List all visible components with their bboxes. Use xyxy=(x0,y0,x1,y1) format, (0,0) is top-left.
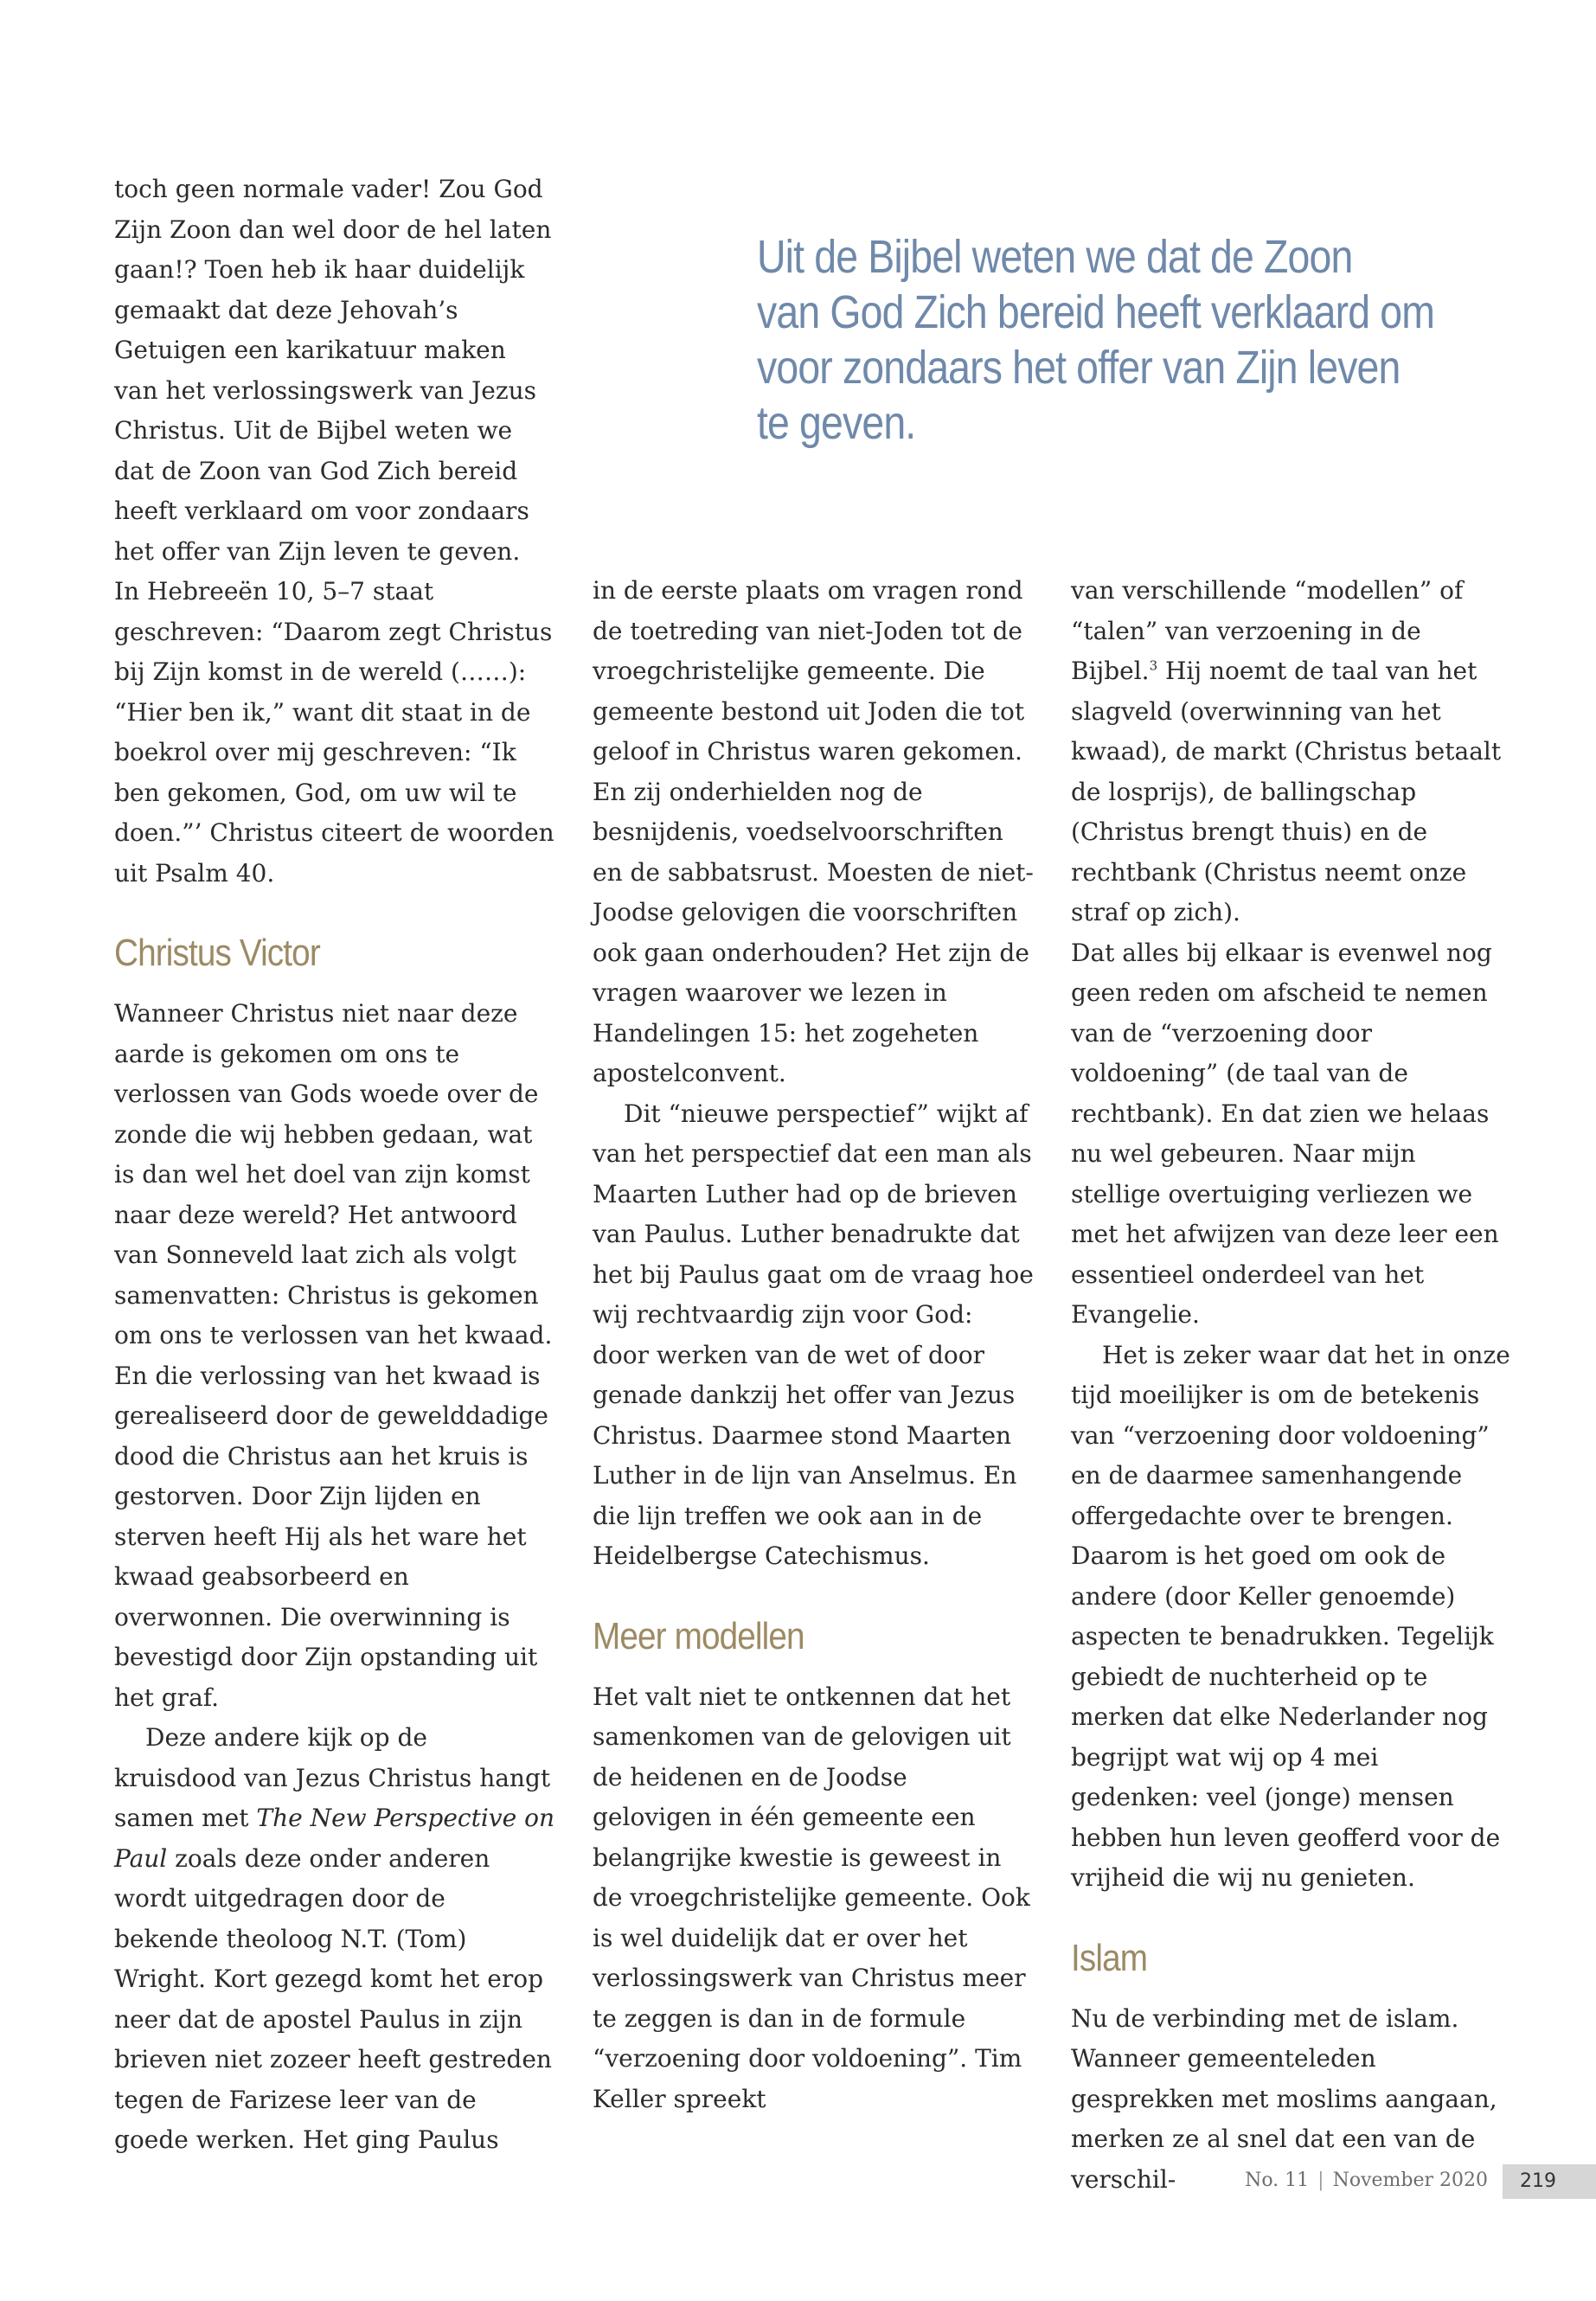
paragraph: Wanneer Christus niet naar deze aarde is gekomen om ons te verlossen van Gods woede over de zonde die wij hebben gedaan, wat is dan wel het doel van zijn komst naar deze wereld? Het antwoord van Sonneveld laat zich als volgt samenvatten: Christus is gekomen om ons te verlossen van het kwaad. En die verlossing van het kwaad is gerealiseerd door de gewelddadige dood die Christus aan het kruis is gestorven. Door Zijn lijden en sterven heeft Hij als het ware het kwaad geabsorbeerd en overwonnen. Die overwinning is bevestigd door Zijn opstanding uit het graf. xyxy=(114,999,553,1712)
paragraph: Dit “nieuwe perspectief” wijkt af van het perspectief dat een man als Maarten Luther had op de brieven van Paulus. Luther benadrukte dat het bij Paulus gaat om de vraag hoe wij rechtvaardig zijn voor God: door werken van de wet of door genade dankzij het offer van Jezus Christus. Daarmee stond Maarten Luther in de lijn van Anselmus. En die lijn treffen we ook aan in de Heidelbergse Catechismus. xyxy=(593,1099,1034,1570)
paragraph: Het valt niet te ontkennen dat het samenkomen van de gelovigen uit de heidenen en de Joodse gelovigen in één gemeente een belangrijke kwestie is geweest in de vroegchristelijke gemeente. Ook is wel duidelijk dat er over het verlossingswerk van Christus meer te zeggen is dan in de formule “verzoening door voldoening”. Tim Keller spreekt xyxy=(593,1682,1030,2113)
page-footer xyxy=(1246,2164,1596,2199)
paragraph: Dat alles bij elkaar is evenwel nog geen reden om afscheid te nemen van de “verzoening door voldoening” (de taal van de rechtbank). En dat zien we helaas nu wel gebeuren. Naar mijn stellige overtuiging verliezen we met het afwijzen van deze leer een essentieel onderdeel van het Evangelie. xyxy=(1071,938,1499,1329)
paragraph: van verschillende “modellen” of “talen” van verzoening in de Bijbel.$^3$ Hij noemt de taal van het slagveld (overwinning van het kwaad), de markt (Christus betaalt de losprijs), de ballingschap (Christus brengt thuis) en de rechtbank (Christus neemt onze straf op zich). xyxy=(1071,576,1502,926)
pull-quote-line: te geven. xyxy=(757,397,916,449)
section-heading-meer-modellen: Meer modellen xyxy=(593,1614,804,1657)
book-title: The New Perspective on Paul xyxy=(114,1804,554,1873)
issue-info xyxy=(1245,2170,1488,2191)
pull-quote-line: voor zondaars het offer van Zijn leven xyxy=(757,342,1401,394)
paragraph: Nu de verbinding met de islam. Wanneer gemeenteleden gesprekken met moslims aangaan, merken ze al snel dat een van de verschil- xyxy=(1071,2003,1497,2194)
right-column xyxy=(1071,571,1512,2200)
left-column xyxy=(114,170,555,2161)
paragraph: In Hebreeën 10, 5–7 staat geschreven: “Daarom zegt Christus bij Zijn komst in de wereld (……): “Hier ben ik,” want dit staat in de boekrol over mij geschreven: “Ik ben gekomen, God, om uw wil te doen.”’ Christus citeert de woorden uit Psalm 40. xyxy=(114,577,554,888)
middle-column xyxy=(593,571,1034,2119)
issue-date: November 2020 xyxy=(1332,2170,1488,2191)
pull-quote-line: Uit de Bijbel weten we dat de Zoon xyxy=(757,231,1353,283)
issue-number: No. 11 xyxy=(1245,2170,1310,2191)
pull-quote-line: van God Zich bereid heeft verklaard om xyxy=(757,286,1435,338)
paragraph: in de eerste plaats om vragen rond de toetreding van niet-Joden tot de vroegchristelijke gemeente. Die gemeente bestond uit Joden die tot geloof in Christus waren gekomen. En zij onderhielden nog de besnijdenis, voedselvoorschriften en de sabbatsrust. Moesten de niet-Joodse gelovigen die voorschriften ook gaan onderhouden? Het zijn de vragen waarover we lezen in Handelingen 15: het zogeheten apostelconvent. xyxy=(593,576,1034,1087)
section-heading-christus-victor: Christus Victor xyxy=(114,932,320,974)
footer-separator: | xyxy=(1317,2170,1324,2191)
section-heading-islam: Islam xyxy=(1071,1936,1148,1979)
paragraph: toch geen normale vader! Zou God Zijn Zoon dan wel door de hel laten gaan!? Toen heb ik haar duidelijk gemaakt dat deze Jehovah’s Getuigen een karikatuur maken van het verlossingswerk van Jezus Christus. Uit de Bijbel weten we dat de Zoon van God Zich bereid heeft verklaard om voor zondaars het offer van Zijn leven te geven. xyxy=(114,175,552,566)
page-number: 219 xyxy=(1503,2164,1596,2199)
paragraph: Deze andere kijk op de kruisdood van Jezus Christus hangt samen met The New Perspective on Paul zoals deze onder anderen wordt uitgedragen door de bekende theoloog N.T. (Tom) Wright. Kort gezegd komt het erop neer dat de apostel Paulus in zijn brieven niet zozeer heeft gestreden tegen de Farizese leer van de goede werken. Het ging Paulus xyxy=(114,1723,554,2154)
footnote-reference: 3 xyxy=(1149,657,1158,674)
paragraph: Het is zeker waar dat het in onze tijd moeilijker is om de betekenis van “verzoening door voldoening” en de daarmee samenhangende offergedachte over te brengen. Daarom is het goed om ook de andere (door Keller genoemde) aspecten te benadrukken. Tegelijk gebiedt de nuchterheid op te merken dat elke Nederlander nog begrijpt wat wij op 4 mei gedenken: veel (jonge) mensen hebben hun leven geofferd voor de vrijheid die wij nu genieten. xyxy=(1071,1340,1510,1892)
pull-quote xyxy=(757,229,1435,451)
